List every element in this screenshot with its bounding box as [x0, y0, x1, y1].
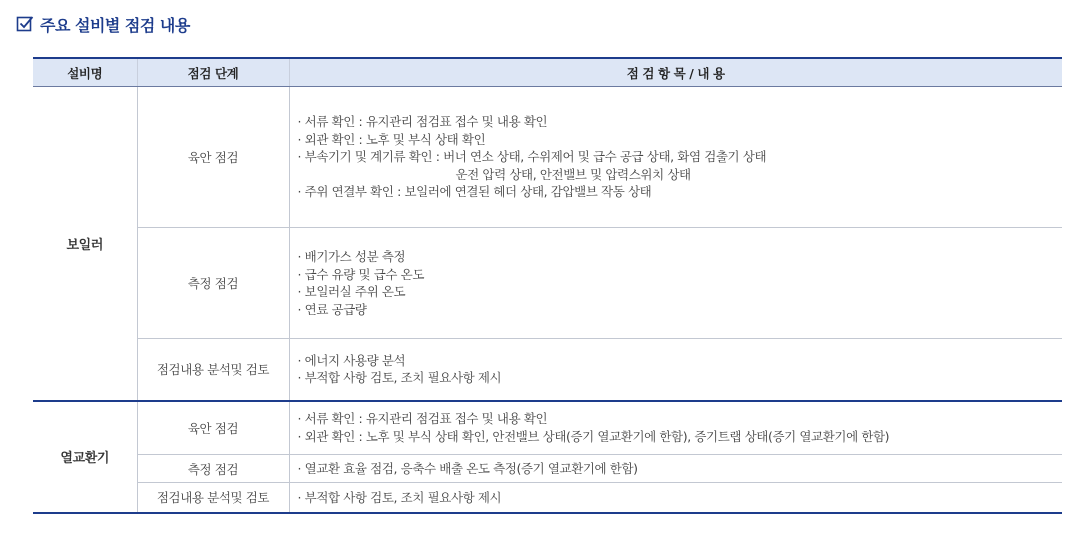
item-line: · 부적합 사항 검토, 조치 필요사항 제시: [297, 489, 502, 505]
equipment-heat-exchanger: 열교환기: [33, 401, 137, 513]
stage-cell: 측정 점검: [137, 228, 289, 339]
item-line: · 열교환 효율 점검, 응축수 배출 온도 측정(증기 열교환기에 한함): [297, 460, 638, 476]
item-line: · 주위 연결부 확인 : 보일러에 연결된 헤더 상태, 감압밸브 작동 상태: [297, 184, 652, 200]
item-line: · 보일러실 주위 온도: [297, 284, 406, 299]
items-cell: [289, 483, 1062, 513]
section-heading: [16, 12, 190, 36]
stage-cell: 점검내용 분석및 검토: [137, 339, 289, 401]
items-cell: [289, 401, 1062, 455]
stage-cell: 육안 점검: [137, 401, 289, 455]
table-row: [33, 87, 1062, 228]
item-line: · 서류 확인 : 유지관리 점검표 접수 및 내용 확인: [297, 411, 548, 427]
item-line: · 에너지 사용량 분석: [297, 352, 406, 368]
item-line: · 연료 공급량: [297, 301, 367, 317]
checkbox-icon: [16, 15, 34, 33]
header-equipment: 설비명: [33, 58, 137, 87]
header-stage: 점검 단계: [137, 58, 289, 87]
stage-cell: 측정 점검: [137, 455, 289, 483]
item-line: · 배기가스 성분 측정: [297, 249, 406, 264]
item-line: · 급수 유량 및 급수 온도: [297, 266, 425, 282]
item-line: · 서류 확인 : 유지관리 점검표 접수 및 내용 확인: [297, 114, 548, 130]
items-cell: [289, 455, 1062, 483]
page-title: 주요 설비별 점검 내용: [40, 15, 190, 35]
stage-cell: 육안 점검: [137, 87, 289, 228]
table-row: [33, 228, 1062, 339]
equipment-boiler: 보일러: [33, 87, 137, 401]
header-items: 점 검 항 목 / 내 용: [289, 58, 1062, 87]
item-line: · 부속기기 및 계기류 확인 : 버너 연소 상태, 수위제어 및 급수 공급 상태, 화염 검출기 상태: [297, 149, 767, 165]
stage-cell: 점검내용 분석및 검토: [137, 483, 289, 513]
header-row: [33, 58, 1062, 87]
inspection-table: [33, 57, 1062, 514]
table-row: [33, 483, 1062, 513]
table-row: [33, 455, 1062, 483]
item-line: 운전 압력 상태, 안전밸브 및 압력스위치 상태: [455, 166, 691, 182]
items-cell: [289, 339, 1062, 401]
items-cell: [289, 87, 1062, 228]
item-line: · 외관 확인 : 노후 및 부식 상태 확인, 안전밸브 상태(증기 열교환기에 한함), 증기트랩 상태(증기 열교환기에 한함): [297, 428, 890, 444]
items-cell: [289, 228, 1062, 339]
item-line: · 부적합 사항 검토, 조치 필요사항 제시: [297, 370, 502, 386]
table-row: [33, 401, 1062, 455]
table-row: [33, 339, 1062, 401]
item-line: · 외관 확인 : 노후 및 부식 상태 확인: [297, 131, 486, 147]
